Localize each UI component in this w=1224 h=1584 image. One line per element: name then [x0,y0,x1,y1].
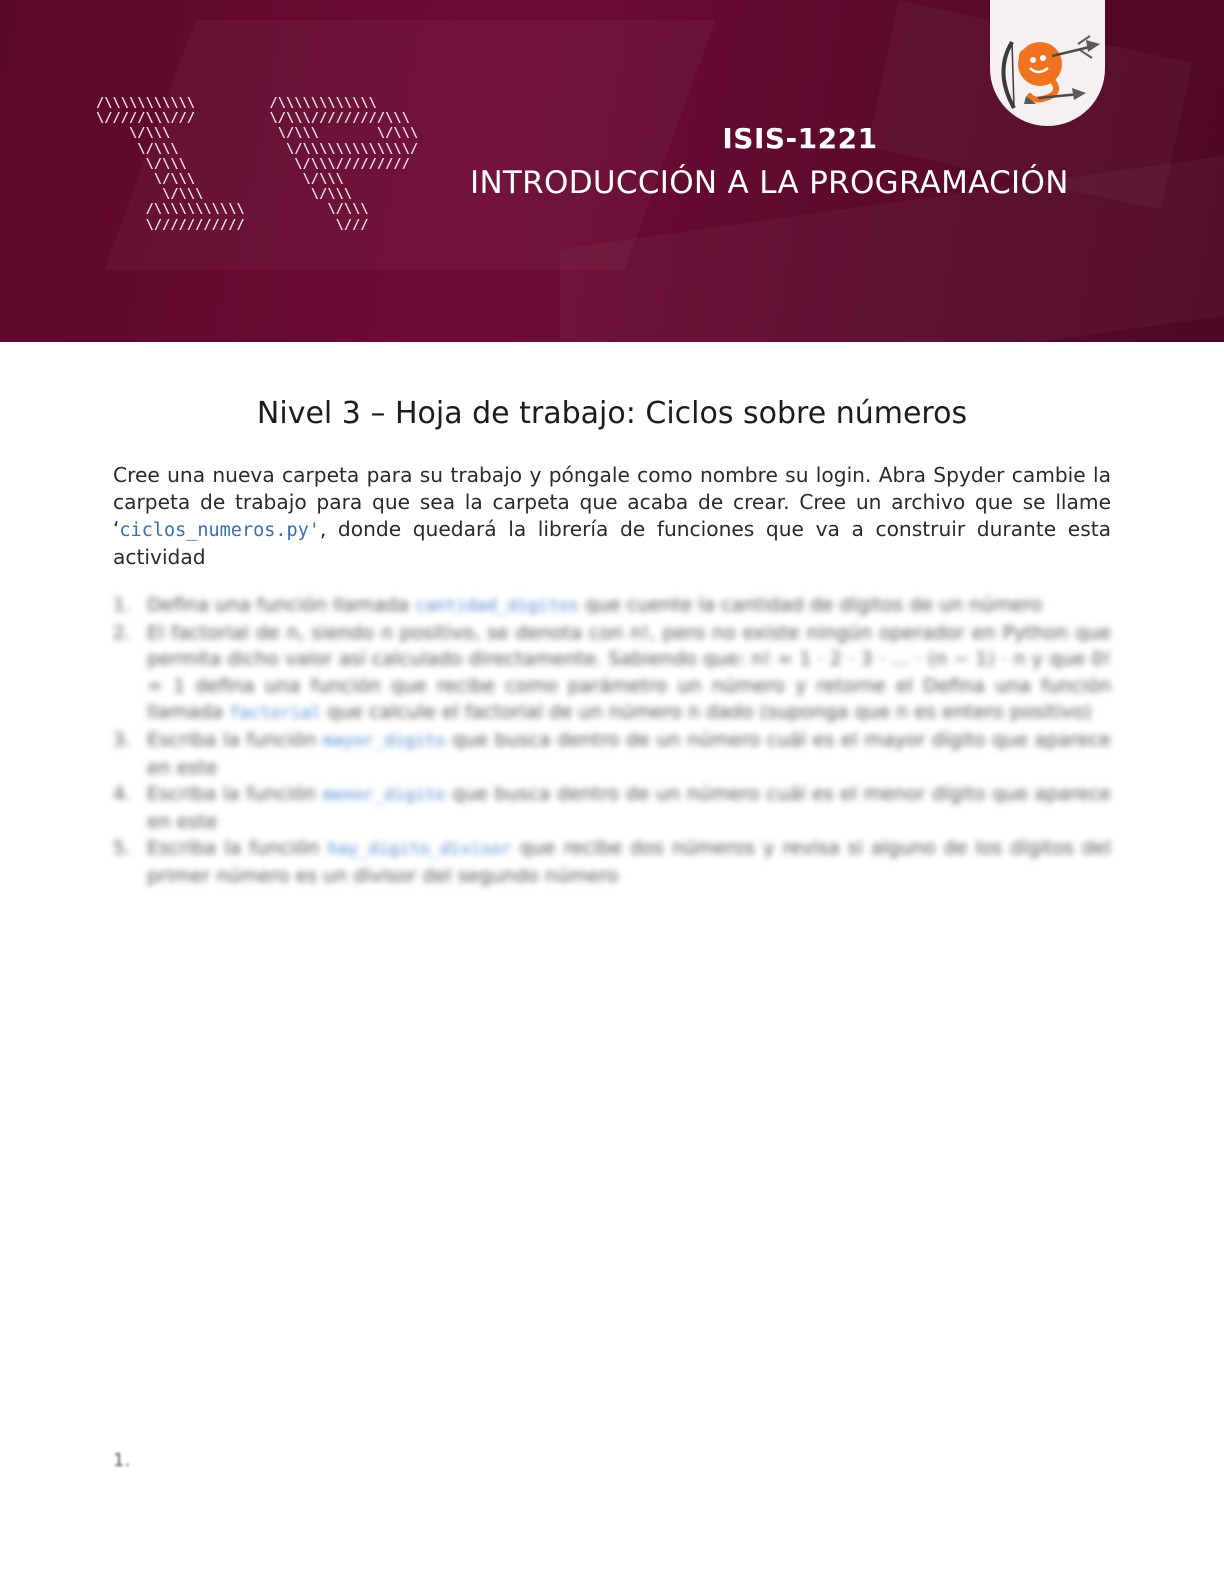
exercise-text-post: que cuente la cantidad de dígitos de un número [578,594,1043,616]
exercise-number: 5. [113,837,132,860]
mascot-tab [990,0,1105,126]
exercise-text-post: que calcule el factorial de un número n dado (suponga que n es entero positivo) [321,701,1092,724]
archer-mascot-icon [990,0,1105,126]
function-name-code: factorial [229,703,322,724]
exercise-text-pre: Escriba la función [147,837,328,860]
exercise-text-post: que busca dentro de un número cuál es el menor dígito que aparece en este [147,783,1111,833]
exercise-text [147,835,1111,889]
page-title: Nivel 3 – Hoja de trabajo: Ciclos sobre números [256,396,968,431]
exercise-text [147,620,1111,727]
function-name-code: mayor_digito [322,730,446,751]
exercise-text [147,727,1111,781]
exercise-text-pre: Escriba la función [147,783,323,806]
exercise-number: 3. [113,728,132,751]
exercise-text [147,592,1111,620]
function-name-code: menor_digito [322,785,446,806]
exercise-text-post: que busca dentro de un número cuál es el mayor dígito que aparece en este [147,728,1111,779]
exercise-item [113,781,1111,835]
exercise-text-pre: Escriba la función [147,728,323,751]
exercise-number: 4. [113,783,132,806]
exercise-text-pre: Defina una función llamada [147,594,416,616]
exercise-text [147,781,1111,835]
exercise-number: 1. [113,594,132,616]
exercise-item [113,727,1111,781]
exercise-list [113,592,1111,890]
exercise-item [113,835,1111,889]
filename-code: ciclos_numeros.py' [119,520,320,541]
exercise-text-post: que recibe dos números y revisa si alguno de los dígitos del primer número es un divisor del segundo número [147,837,1111,887]
intro-paragraph [113,462,1111,571]
course-code: ISIS-1221 [722,122,878,155]
footer-list-marker: 1. [113,1450,131,1471]
function-name-code: cantidad_digitos [415,596,579,616]
exercise-number: 2. [113,621,132,644]
exercise-item [113,592,1111,620]
intro-text-1: Cree una nueva carpeta para su trabajo y póngale como nombre su login. Abra Spyder cambie la carpeta de trabajo para que sea la carpeta que acaba de crear. Cree un archivo que se llame ‘ [113,463,1111,541]
course-name: INTRODUCCIÓN A LA PROGRAMACIÓN [470,165,1069,201]
exercise-text-pre: El factorial de n, siendo n positivo, se denota con n!, pero no existe ningún operador en Python que permita dicho valor así calculado directamente. Sabiendo que: n! = 1 · 2 · 3 · ... · (n − 1) · n y que 0! = 1 defina una función que recibe como parámetro un número y retorne el Defina una función llamada [147,621,1111,724]
header-banner [0,0,1224,342]
ip-ascii-logo: /\\\\\\\\\\\ /\\\\\\\\\\\\ \/////\\\/// \/\\\/////////\\\ \/\\\ \/\\\ \/\\\ \/\\\ \/\\\\\\\\\\\\\/ \/\\\ \/\\\///////// \/\\\ \/\\\ \/\\\ \/\\\ /\\\\\\\\\\\ \/\\\ \/////////// \/// [96,96,419,233]
function-name-code: hay_digito_divisor [327,839,512,860]
exercise-item [113,620,1111,727]
intro-text-2: , donde quedará la librería de funciones que va a construir durante esta actividad [113,517,1111,569]
